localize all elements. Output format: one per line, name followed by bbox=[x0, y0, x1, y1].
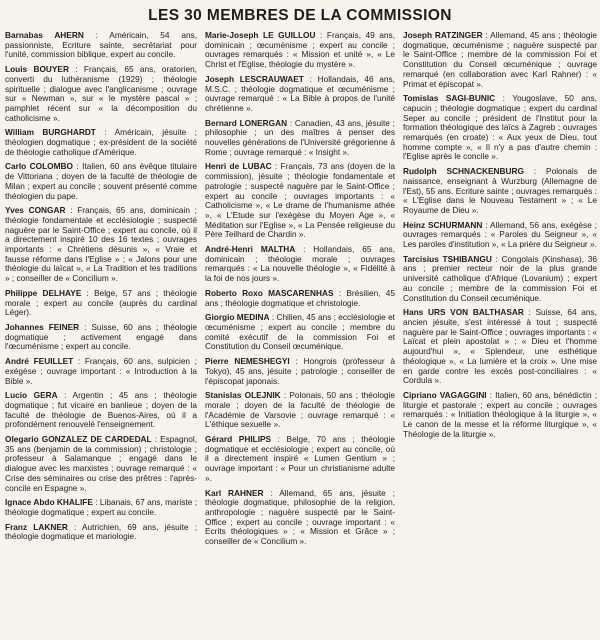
member-description: : Américain, jésuite ; théologien dogmatique ; ex-président de la société de théologie catholique d'Amérique. bbox=[5, 127, 197, 157]
member-name: Barnabas AHERN bbox=[5, 31, 84, 40]
member-name: Lucio GERA bbox=[5, 390, 58, 401]
member-entry bbox=[403, 167, 597, 216]
member-entry bbox=[205, 435, 395, 484]
member-description: : Français, 65 ans, dominicain ; théologie fondamentale et ecclésiologie ; suspecté naguère par le Saint-Office ; expert au concile, où il a directement inspiré 10 des 16 textes ; ouvrages importants : « Chrétiens désunis », « Vraie et fausse réforme dans l'Eglise » ; « Jalons pour une théologie du laïcat », « La Tradition et les traditions » ; conseiller de « Concilium ». bbox=[5, 205, 197, 284]
member-name: Cipriano VAGAGGINI bbox=[403, 389, 487, 400]
member-description: : Hollandais, 46 ans, M.S.C. ; théologie dogmatique et œcuménisme ; ouvrage remarqué : « La Bible à propos de l'unité chrétienne ». bbox=[205, 73, 395, 113]
member-entry bbox=[403, 308, 597, 386]
member-entry bbox=[5, 435, 197, 493]
member-name: Giorgio MEDINA bbox=[205, 312, 270, 323]
member-name: Tomislas SAGI-BUNIC bbox=[403, 93, 496, 104]
member-name: Ignace Abdo KHALIFE bbox=[5, 497, 93, 508]
member-description: : Belge, 70 ans ; théologie dogmatique et ecclésiologie ; expert au concile, où il a directement inspiré « Lumen Gentium » ; ouvrage important : « Pour un christianisme adulte ». bbox=[205, 434, 395, 483]
member-entry bbox=[5, 289, 197, 318]
member-name: Johannes FEINER bbox=[5, 321, 80, 332]
member-name: Roberto Roxo MASCARENHAS bbox=[205, 287, 334, 298]
member-name: Joseph RATZINGER bbox=[403, 31, 483, 40]
member-entry bbox=[205, 391, 395, 430]
member-description: : Polonais, 50 ans ; théologie morale ; doyen de la faculté de théologie de l'Académie de Varsovie ; ouvrage remarqué : « L'éthique sexuelle ». bbox=[205, 390, 395, 430]
member-entry bbox=[5, 498, 197, 517]
member-name: Gérard PHILIPS bbox=[205, 434, 272, 445]
member-entry bbox=[5, 65, 197, 123]
member-description: : Espagnol, 35 ans (benjamin de la commission) ; christologie ; professeur à Salamanque ; engagé dans le dialogue avec les marxistes ; ouvrage remarqué : « Crise des séminaires ou crise des prêtres : l'après-concile en Espagne ». bbox=[5, 434, 197, 493]
member-entry bbox=[205, 489, 395, 547]
member-description: : Yougoslave, 50 ans, capucin ; théologie dogmatique ; expert du cardinal Seper au concile ; président de l'Institut pour la formation théologique des laïcs à Zagreb ; ouvrages remarqués (en croate) : « Aux yeux de Dieu, tout homme compte », « Il n'y a pas d'autre chemin : l'Eglise après le concile ». bbox=[403, 93, 597, 162]
member-description: : Français, 65 ans, oratorien, converti du luthéranisme (1929) ; théologie spirituelle ; dialogue avec l'anglicanisme ; ouvrage sur « Newman », sur « le mystère pascal » ; pamphlet récent sur « la décomposition du catholicisme ». bbox=[5, 64, 197, 123]
member-name: Franz LAKNER bbox=[5, 521, 68, 532]
member-name: Carlo COLOMBO bbox=[5, 161, 73, 172]
member-entry bbox=[403, 221, 597, 250]
member-description: : Autrichien, 69 ans, jésuite ; théologie dogmatique et mariologie. bbox=[5, 521, 197, 542]
member-description: : Chilien, 45 ans ; ecclésiologie et œcuménisme ; expert au concile ; membre du comité exécutif de la commission Foi et Constitution du Conseil œcuménique. bbox=[205, 312, 395, 352]
page-title: LES 30 MEMBRES DE LA COMMISSION bbox=[148, 7, 452, 24]
member-entry bbox=[5, 323, 197, 352]
member-description: : Libanais, 67 ans, mariste ; théologie dogmatique ; expert au concile. bbox=[5, 497, 197, 517]
member-description: : Allemand, 45 ans ; théologie dogmatique, œcuménisme ; naguère suspecté par le Saint-Office ; membre de la commission Foi et Constitution du Conseil œcuménique ; ouvrage remarqué (en collaboration avec Karl Rahner) : « Primat et épiscopat ». bbox=[403, 31, 597, 89]
member-description: : Français, 49 ans, dominicain ; œcuménisme ; expert au concile ; ouvrages remarqués : « Mission et unité », « Le Christ et l'Eglise, théologie du mystère ». bbox=[205, 31, 395, 70]
member-entry bbox=[5, 391, 197, 430]
member-entry bbox=[205, 75, 395, 114]
member-name: Henri de LUBAC bbox=[205, 161, 272, 172]
member-description: : Hongrois (professeur à Tokyo), 45 ans, jésuite ; patrologie ; conseiller de l'épiscopat japonais. bbox=[205, 356, 395, 386]
member-name: Tarcisius TSHIBANGU bbox=[403, 253, 492, 264]
member-entry bbox=[205, 119, 395, 158]
member-entry bbox=[5, 31, 197, 60]
member-name: Pierre NEMESHEGYI bbox=[205, 356, 290, 367]
member-entry bbox=[403, 255, 597, 304]
member-description: : Brésilien, 45 ans ; théologie dogmatique et christologie. bbox=[205, 287, 395, 308]
member-description: : Américain, 54 ans, passionniste, Ecriture sainte, secrétariat pour l'unité, commission biblique, expert au concile. bbox=[5, 31, 197, 60]
member-entry bbox=[205, 162, 395, 240]
member-description: : Suisse, 64 ans, ancien jésuite, s'est intéressé à tout ; suspecté naguère par le Saint-Office ; ouvrages importants : « Laïcat et plein apostolat » ; « Dieu et l'homme aujourd'hui », « Splendeur, une esthétique théologique », « La lumière et la croix ». Une mise en garde contre les excès post-conciliaires : « Cordula ». bbox=[403, 307, 597, 386]
member-name: William BURGHARDT bbox=[5, 127, 96, 138]
member-name: Joseph LESCRAUWAET bbox=[205, 73, 304, 84]
member-description: : Congolais (Kinshasa), 36 ans ; premier recteur noir de la plus grande université catholique d'Afrique (Lovanium) ; expert au concile ; membre de la commission Foi et Constitution du Conseil œcuménique. bbox=[403, 253, 597, 303]
member-name: Rudolph SCHNACKENBURG bbox=[403, 166, 524, 177]
member-name: Stanislas OLEJNIK bbox=[205, 390, 281, 401]
member-name: Yves CONGAR bbox=[5, 205, 66, 216]
member-description: : Français, 60 ans, sulpicien ; exégèse ; ouvrage important : « Introduction à la Bible ». bbox=[5, 356, 197, 386]
member-name: Marie-Joseph LE GUILLOU bbox=[205, 31, 316, 40]
member-name: Louis BOUYER bbox=[5, 64, 69, 75]
member-entry bbox=[205, 313, 395, 352]
member-name: André-Henri MALTHA bbox=[205, 244, 296, 255]
member-entry bbox=[205, 289, 395, 308]
member-name: Philippe DELHAYE bbox=[5, 287, 82, 298]
member-description: : Français, 73 ans (doyen de la commission), jésuite ; théologie fondamentale et patrologie ; suspecté naguère par le Saint-Office ; expert au concile ; ouvrages importants : « Catholicisme », « Le drame de l'humanisme athée », « L'Etude sur l'exégèse du Moyen Age », « Méditation sur l'Eglise », « La Pensée religieuse du Père Teilhard de Chardin ». bbox=[205, 161, 395, 240]
member-name: Olegario GONZALEZ DE CARDEDAL bbox=[5, 434, 152, 445]
member-description: : Belge, 57 ans ; théologie morale ; expert au concile (auprès du cardinal Léger). bbox=[5, 287, 197, 318]
member-description: : Italien, 60 ans, bénédictin ; liturgie et pastorale ; expert au concile ; ouvrages remarqués : « Initiation théologique à la liturgie », « Le canon de la messe et la réforme liturgique », « Théologie de la liturgie ». bbox=[403, 389, 597, 439]
member-entry bbox=[5, 523, 197, 542]
member-entry bbox=[5, 206, 197, 284]
member-description: : Allemand, 65 ans, jésuite ; théologie dogmatique, philosophie de la religion, anthropologie ; naguère suspecté par le Saint-Office ; expert au concile ; ouvrage important : « Ecrits théologiques » ; « Mission et Grâce » ; conseiller de « Concilium ». bbox=[205, 487, 395, 547]
member-name: Heinz SCHURMANN bbox=[403, 219, 483, 230]
member-entry bbox=[5, 128, 197, 157]
member-description: : Canadien, 43 ans, jésuite ; philosophie ; un des maîtres à penser des nouvelles générations de l'Université grégorienne à Rome ; ouvrage remarqué : « Insight ». bbox=[205, 117, 395, 157]
column-1 bbox=[5, 31, 197, 637]
member-entry bbox=[205, 31, 395, 70]
member-entry bbox=[5, 162, 197, 201]
member-name: Hans URS VON BALTHASAR bbox=[403, 307, 524, 318]
member-name: Bernard LONERGAN bbox=[205, 117, 288, 128]
member-entry bbox=[403, 94, 597, 162]
member-name: Karl RAHNER bbox=[205, 487, 264, 498]
member-name: André FEUILLET bbox=[5, 356, 74, 367]
column-3 bbox=[403, 31, 597, 637]
member-description: : Allemand, 56 ans, exégèse ; ouvrages remarqués : « Paroles du Seigneur », « Les paroles d'institution », « La prière du Seigneur ». bbox=[403, 219, 597, 250]
member-description: : Italien, 60 ans évêque titulaire de Vittoriana ; doyen de la faculté de théologie de Milan ; expert au concile ; souvent présenté comme théologien du pape. bbox=[5, 161, 197, 201]
member-entry bbox=[205, 245, 395, 284]
member-description: : Polonais de naissance, enseignant à Wurzburg (Allemagne de l'Est), 55 ans. Ecriture sainte ; ouvrages remarqués : « L'Eglise dans le Nouveau Testament » ; « Le Royaume de Dieu ». bbox=[403, 166, 597, 215]
column-2 bbox=[205, 31, 395, 637]
member-entry bbox=[5, 357, 197, 386]
member-entry bbox=[403, 31, 597, 89]
member-description: : Hollandais, 65 ans, dominicain ; théologie morale ; ouvrages remarqués : « La nouvelle théologie », « Fidélité à la foi de nos jours ». bbox=[205, 244, 395, 284]
member-entry bbox=[205, 357, 395, 386]
member-description: : Suisse, 60 ans ; théologie dogmatique ; activement engagé dans l'œcuménisme ; expert au concile. bbox=[5, 321, 197, 352]
member-entry bbox=[403, 391, 597, 440]
member-description: : Argentin ; 45 ans ; théologie dogmatique ; fut vicaire en banlieue ; doyen de la faculté de théologie de Buenos-Aires, où il a profondément renouvelé l'enseignement. bbox=[5, 390, 197, 430]
